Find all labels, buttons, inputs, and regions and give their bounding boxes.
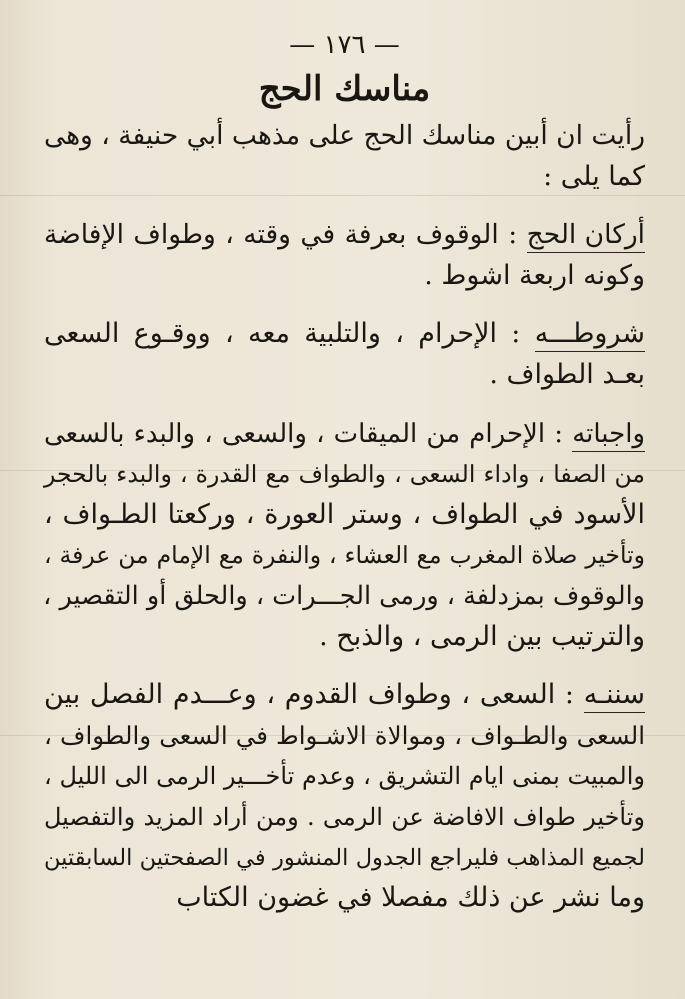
page-title: مناسك الحج [258,69,431,109]
paper-crease [0,195,685,196]
text-line: رأيت ان أبين مناسك الحج على مذهب أبي حنيفة ، وهى [44,120,645,151]
section-term: واجباته [572,417,645,452]
section-term: شروطـــه [535,317,645,352]
text-line: لجميع المذاهب فليراجع الجدول المنشور في الصفحتين السابقتين [44,844,645,871]
text-line: والمبيت بمنى ايام التشريق ، وعدم تأخـــير الرمى الى الليل ، [44,762,645,791]
paper-crease [0,470,685,471]
shurut-paragraph [44,314,645,395]
wajibat-paragraph [44,414,645,658]
intro-paragraph [44,116,645,197]
text-line: كما يلى : [543,160,645,192]
text-line: واجباته : الإحرام من الميقات ، والسعى ، والبدء بالسعى [44,414,645,455]
text-line: الأسود في الطواف ، وستر العورة ، وركعتا الطـواف ، [44,498,645,530]
text-line: بعـد الطواف . [489,358,645,390]
text-line: شروطـــه : الإحرام ، والتلبية معه ، ووقـوع السعى [44,314,645,355]
text-line: وتأخير طواف الافاضة عن الرمى . ومن أراد المزيد والتفصيل [44,802,645,831]
text-line: من الصفا ، واداء السعى ، والطواف مع القدرة ، والبدء بالحجر [44,460,645,489]
text-line: السعى والطـواف ، وموالاة الاشـواط في السعى والطواف ، [44,720,645,750]
text-line: والوقوف بمزدلفة ، ورمى الجـــرات ، والحلق أو التقصير ، [43,580,645,611]
sunan-paragraph [44,675,645,919]
text-line: سننـه : السعى ، وطواف القدوم ، وعـــدم الفصل بين [44,675,645,716]
text-line: وكونه اربعة اشوط . [424,259,645,291]
page-number: — ١٧٦ — [289,30,400,60]
text-line [44,215,645,256]
arkan-line-1: أركان الحج : الوقوف بعرفة في وقته ، وطواف الإفاضة [44,219,645,250]
section-term: أركان الحج [527,218,645,253]
text-line: وتأخير صلاة المغرب مع العشاء ، والنفرة مع الإمام من عرفة ، [44,541,645,570]
arkan-paragraph [44,215,645,296]
text-line: وما نشر عن ذلك مفصلا في غضون الكتاب [176,882,645,914]
section-term: سننـه [584,678,645,713]
paper-crease [0,735,685,736]
text-line: والترتيب بين الرمى ، والذبح . [319,620,645,652]
